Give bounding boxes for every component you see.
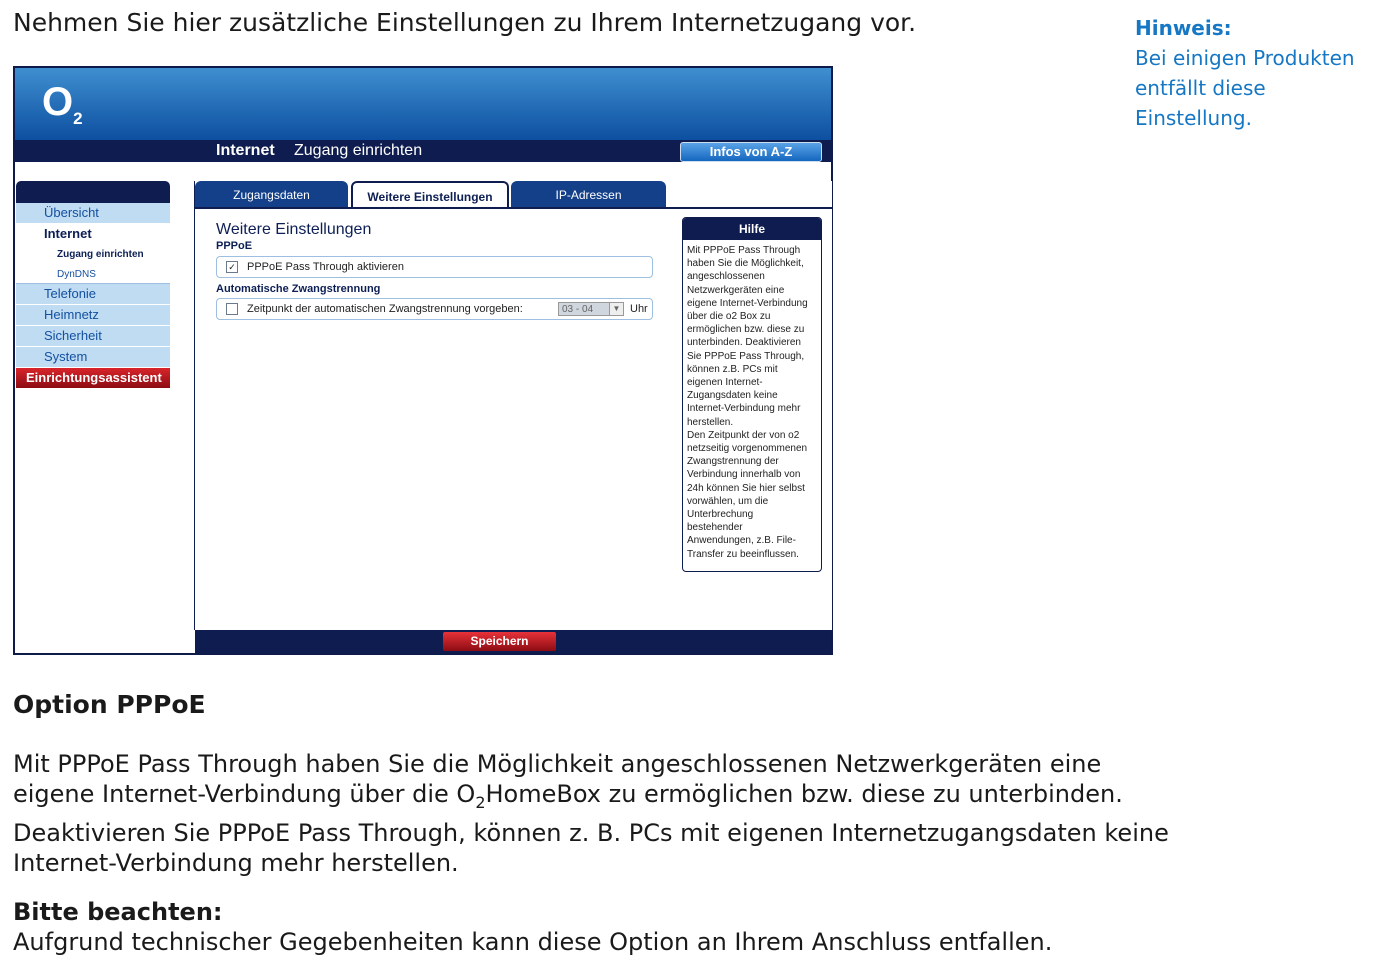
hint-line: entfällt diese Einstellung. [1135,76,1266,130]
help-line: können z.B. PCs mit [687,363,778,375]
sidebar-item-zugang-einrichten[interactable]: Zugang einrichten [16,245,170,265]
sidebar-item-uebersicht[interactable]: Übersicht [16,203,170,224]
tab-zugangsdaten[interactable]: Zugangsdaten [195,181,348,207]
title-section: Internet [216,142,275,159]
help-line: über die o2 Box zu [687,311,771,323]
help-line: Unterbrechung [687,509,754,521]
sidebar-item-telefonie[interactable]: Telefonie [16,284,170,305]
paragraph-line: Internet-Verbindung mehr herstellen. [13,848,459,877]
warning-text: Aufgrund technischer Gegebenheiten kann diese Option an Ihrem Anschluss entfallen. [13,928,1053,956]
intro-text: Nehmen Sie hier zusätzliche Einstellungen zu Ihrem Internetzugang vor. [13,8,917,37]
help-line: unterbinden. Deaktivieren [687,337,801,349]
router-screenshot [13,66,833,655]
help-line: Verbindung innerhalb von [687,469,801,481]
main-content [194,181,832,630]
help-title: Hilfe [683,218,821,240]
chevron-down-icon: ▼ [609,303,623,315]
page-heading: Weitere Einstellungen [216,221,372,238]
help-line: Anwendungen, z.B. File- [687,535,796,547]
description-paragraph [13,749,1169,878]
tab-underline [195,207,832,209]
warning-block [13,897,1052,957]
pppoe-row [216,256,653,278]
help-line: Mit PPPoE Pass Through [687,245,801,256]
o2-logo: $O_2$ [42,80,83,128]
help-line: netzseitig vorgenommenen [687,443,808,455]
help-panel [682,217,822,572]
infos-a-z-button[interactable]: Infos von A-Z [680,142,822,162]
help-line: vorwählen, um die [687,495,769,507]
disconnect-row [216,298,653,320]
time-unit: Uhr [630,303,648,315]
sidebar-item-heimnetz[interactable]: Heimnetz [16,305,170,326]
disconnect-time-select[interactable]: 03 - 04 ▼ [558,302,624,316]
help-text [683,240,821,565]
help-line: Sie PPPoE Pass Through, [687,350,805,362]
paragraph-line: Deaktivieren Sie PPPoE Pass Through, können z. B. PCs mit eigenen Internetzugangsdaten keine [13,818,1169,847]
title-page: Zugang einrichten [294,142,423,159]
pppoe-checkbox-label: PPPoE Pass Through aktivieren [247,261,404,273]
section-zwangstrennung: Automatische Zwangstrennung [216,283,381,295]
pppoe-checkbox[interactable]: ✓ [226,261,238,273]
footer-bar [195,630,831,653]
help-line: Zugangsdaten keine [687,390,778,402]
help-line: herstellen. [687,416,734,428]
help-line: Den Zeitpunkt der von o2 [687,429,800,441]
paragraph-line: eigene Internet-Verbindung über die $O_2HomeBox$ zu ermöglichen bzw. diese zu unterbinden. [13,780,1123,812]
sidebar-item-sicherheit[interactable]: Sicherheit [16,326,170,347]
help-line: bestehender [687,522,743,534]
section-pppoe: PPPoE [216,240,253,252]
sidebar-item-einrichtungsassistent[interactable]: Einrichtungsassistent [16,368,170,389]
hint-heading: Hinweis: [1135,16,1232,40]
disconnect-checkbox-label: Zeitpunkt der automatischen Zwangstrennung vorgeben: [247,303,523,315]
help-line: haben Sie die Möglichkeit, [687,258,804,270]
title-bar [15,140,831,162]
hint-box [1135,13,1380,133]
help-line: eigene Internet-Verbindung [687,297,808,309]
sidebar-item-dyndns[interactable]: DynDNS [16,265,170,284]
header-banner [15,68,831,140]
sidebar [16,181,170,389]
sidebar-item-internet[interactable]: Internet [16,224,170,245]
hint-line: Bei einigen Produkten [1135,46,1355,70]
help-line: Netzwerkgeräten eine [687,284,785,296]
option-heading: Option PPPoE [13,690,206,719]
tab-ip-adressen[interactable]: IP-Adressen [511,181,666,207]
paragraph-line: Mit PPPoE Pass Through haben Sie die Möglichkeit angeschlossenen Netzwerkgeräten eine [13,750,1102,778]
disconnect-checkbox[interactable] [226,303,238,315]
sidebar-cap [16,181,170,203]
help-line: Zwangstrennung der [687,456,779,468]
save-button[interactable]: Speichern [443,632,556,651]
help-line: eigenen Internet- [687,377,763,389]
help-line: Transfer zu beeinflussen. [687,548,799,560]
warning-heading: Bitte beachten: [13,898,223,926]
help-line: ermöglichen bzw. diese zu [687,324,805,336]
help-line: Internet-Verbindung mehr [687,403,801,415]
sidebar-item-system[interactable]: System [16,347,170,368]
help-line: angeschlossenen [687,271,765,283]
tab-weitere-einstellungen[interactable]: Weitere Einstellungen [351,181,509,208]
help-line: 24h können Sie hier selbst [687,482,805,494]
